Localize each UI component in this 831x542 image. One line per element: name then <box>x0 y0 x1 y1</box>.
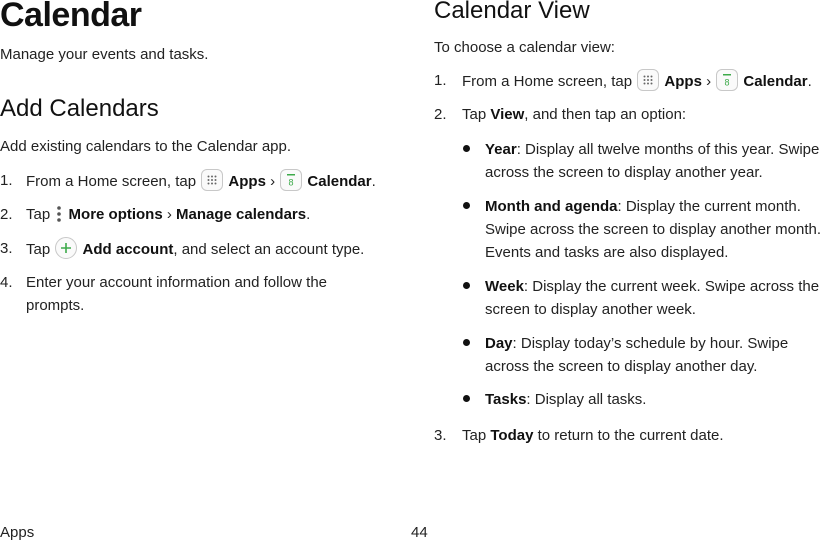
left-step-3 <box>26 237 406 261</box>
option-term: Month and agenda <box>485 198 618 215</box>
punctuation: . <box>306 206 311 223</box>
svg-text:8: 8 <box>724 77 730 88</box>
more-options-icon <box>56 204 62 224</box>
punctuation: . <box>807 73 812 90</box>
section-heading-add-calendars: Add Calendars <box>0 95 159 122</box>
bullet <box>463 339 470 346</box>
step-number: 3. <box>0 240 13 257</box>
step-text: , and then tap an option: <box>524 106 687 123</box>
chevron-separator: › <box>270 173 276 190</box>
calendar-app-icon <box>716 69 738 91</box>
page-title: Calendar <box>0 0 142 34</box>
chevron-separator: › <box>706 73 712 90</box>
step-text: Tap <box>462 427 487 444</box>
footer-section: Apps <box>0 524 35 541</box>
option-desc: : Display the current month. Swipe across the screen to display another month. Events and tasks are also displayed. <box>485 198 822 261</box>
add-account-label: Add account <box>82 241 174 258</box>
left-step-2 <box>26 203 406 226</box>
option-term: Year <box>485 141 517 158</box>
step-number: 1. <box>0 172 13 189</box>
add-icon <box>55 237 77 259</box>
step-text: , and select an account type. <box>173 241 365 258</box>
today-label: Today <box>490 427 534 444</box>
option-day <box>485 332 830 378</box>
step-text: Tap <box>462 106 487 123</box>
step-number: 2. <box>434 106 447 123</box>
punctuation: . <box>371 173 376 190</box>
left-step-1 <box>26 169 406 193</box>
section-description: Add existing calendars to the Calendar app. <box>0 138 292 155</box>
option-term: Tasks <box>485 391 527 408</box>
apps-label: Apps <box>664 73 702 90</box>
option-term: Week <box>485 278 524 295</box>
apps-grid-icon <box>201 169 223 191</box>
option-year <box>485 138 831 184</box>
step-number: 3. <box>434 427 447 444</box>
bullet <box>463 145 470 152</box>
option-desc: : Display today’s schedule by hour. Swipe across the screen to display another day. <box>485 335 789 375</box>
calendar-label: Calendar <box>307 173 372 190</box>
section-description: To choose a calendar view: <box>434 39 615 56</box>
right-step-3 <box>462 424 831 447</box>
left-step-4: Enter your account information and follow the prompts. <box>26 274 328 314</box>
bullet <box>463 282 470 289</box>
right-step-2 <box>462 103 831 126</box>
step-text: Tap <box>26 206 51 223</box>
section-heading-calendar-view: Calendar View <box>434 0 590 24</box>
step-text: From a Home screen, tap <box>26 173 197 190</box>
svg-text:8: 8 <box>288 177 294 188</box>
calendar-app-icon <box>280 169 302 191</box>
calendar-label: Calendar <box>743 73 808 90</box>
bullet <box>463 202 470 209</box>
step-number: 2. <box>0 206 13 223</box>
page-number: 44 <box>411 524 428 541</box>
option-term: Day <box>485 335 513 352</box>
page-intro: Manage your events and tasks. <box>0 46 209 63</box>
option-month-and-agenda <box>485 195 831 264</box>
apps-label: Apps <box>228 173 266 190</box>
chevron-separator: › <box>166 206 172 223</box>
view-label: View <box>490 106 525 123</box>
bullet <box>463 395 470 402</box>
step-number: 4. <box>0 274 13 291</box>
step-number: 1. <box>434 72 447 89</box>
option-desc: : Display all twelve months of this year. Swipe across the screen to display another year. <box>485 141 820 181</box>
option-desc: : Display all tasks. <box>526 391 647 408</box>
step-text: From a Home screen, tap <box>462 73 633 90</box>
manage-calendars-label: Manage calendars <box>176 206 307 223</box>
option-desc: : Display the current week. Swipe across the screen to display another week. <box>485 278 820 318</box>
more-options-label: More options <box>68 206 163 223</box>
option-week <box>485 275 830 321</box>
apps-grid-icon <box>637 69 659 91</box>
step-text: to return to the current date. <box>537 427 724 444</box>
step-text: Tap <box>26 241 51 258</box>
right-step-1 <box>462 69 831 93</box>
option-tasks <box>485 388 830 411</box>
